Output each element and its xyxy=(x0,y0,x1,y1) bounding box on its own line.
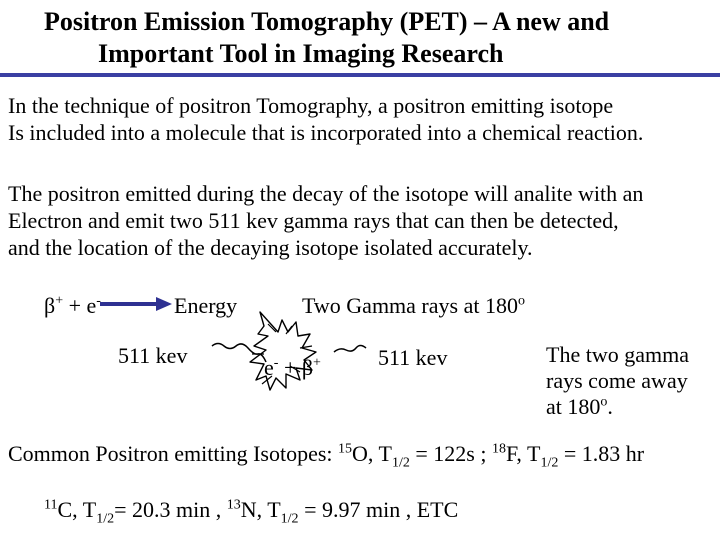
paragraph-2-line-1: The positron emitted during the decay of the isotope will analite with an xyxy=(8,181,644,206)
annihilation-reactants xyxy=(264,354,321,381)
paragraph-1-line-1: In the technique of positron Tomography, a positron emitting isotope xyxy=(8,93,614,118)
beta-symbol: β xyxy=(44,293,56,318)
nitrogen-half-life-label: N, T xyxy=(240,497,281,522)
center-electron: e xyxy=(264,355,274,380)
beta-charge: + xyxy=(55,293,64,309)
carbon-mass-number: 11 xyxy=(44,497,58,513)
gamma-note-line-3 xyxy=(546,394,689,420)
degree-symbol: o xyxy=(517,293,525,309)
center-electron-charge: - xyxy=(273,355,279,371)
paragraph-2-line-2: Electron and emit two 511 kev gamma rays that can then be detected, xyxy=(8,208,619,233)
reaction-equation xyxy=(44,292,101,319)
paragraph-2-line-3: and the location of the decaying isotope isolated accurately. xyxy=(8,235,533,260)
oxygen-half-life-label: O, T xyxy=(352,441,392,466)
gamma-note xyxy=(546,342,689,420)
center-plus-beta: + β xyxy=(278,355,314,380)
electron-charge: - xyxy=(96,293,101,309)
fluorine-half-life-value: = 1.83 hr xyxy=(558,441,645,466)
left-gamma-energy: 511 kev xyxy=(118,343,188,368)
nitrogen-half-sub: 1/2 xyxy=(280,511,299,527)
oxygen-half-life-value: = 122s ; xyxy=(409,441,492,466)
isotopes-label: Common Positron emitting Isotopes: xyxy=(8,441,339,466)
nitrogen-mass-number: 13 xyxy=(226,497,241,513)
paragraph-1-line-2: Is included into a molecule that is incorporated into a chemical reaction. xyxy=(8,120,644,145)
gamma-note-line-1: The two gamma xyxy=(546,342,689,367)
carbon-half-life-value: = 20.3 min , xyxy=(114,497,227,522)
gamma-note-period: . xyxy=(607,394,613,419)
isotopes-line-1 xyxy=(8,440,645,471)
gamma-note-angle: at 180 xyxy=(546,394,601,419)
fluorine-mass-number: 18 xyxy=(491,441,506,457)
right-gamma-energy: 511 kev xyxy=(378,345,448,370)
two-gamma-text: Two Gamma rays at 180 xyxy=(302,293,518,318)
fluorine-half-sub: 1/2 xyxy=(540,455,559,471)
reaction-arrow-icon xyxy=(100,297,172,311)
left-gamma-wave-icon xyxy=(212,344,266,363)
two-gamma-label xyxy=(302,292,525,319)
oxygen-half-sub: 1/2 xyxy=(391,455,410,471)
isotopes-line-2 xyxy=(44,496,459,527)
carbon-half-life-label: C, T xyxy=(57,497,97,522)
carbon-half-sub: 1/2 xyxy=(96,511,115,527)
oxygen-mass-number: 15 xyxy=(338,441,353,457)
fluorine-half-life-label: F, T xyxy=(505,441,541,466)
gamma-note-line-2: rays come away xyxy=(546,368,688,393)
slide-title-line-2: Important Tool in Imaging Research xyxy=(98,39,504,68)
slide-title-line-1: Positron Emission Tomography (PET) – A new and xyxy=(44,7,610,36)
nitrogen-half-life-value: = 9.97 min , ETC xyxy=(298,497,459,522)
center-beta-charge: + xyxy=(313,355,321,371)
energy-label: Energy xyxy=(174,293,238,318)
right-gamma-wave-icon xyxy=(334,346,366,353)
plus-electron: + e xyxy=(63,293,97,318)
gamma-note-degree: o xyxy=(600,394,608,410)
